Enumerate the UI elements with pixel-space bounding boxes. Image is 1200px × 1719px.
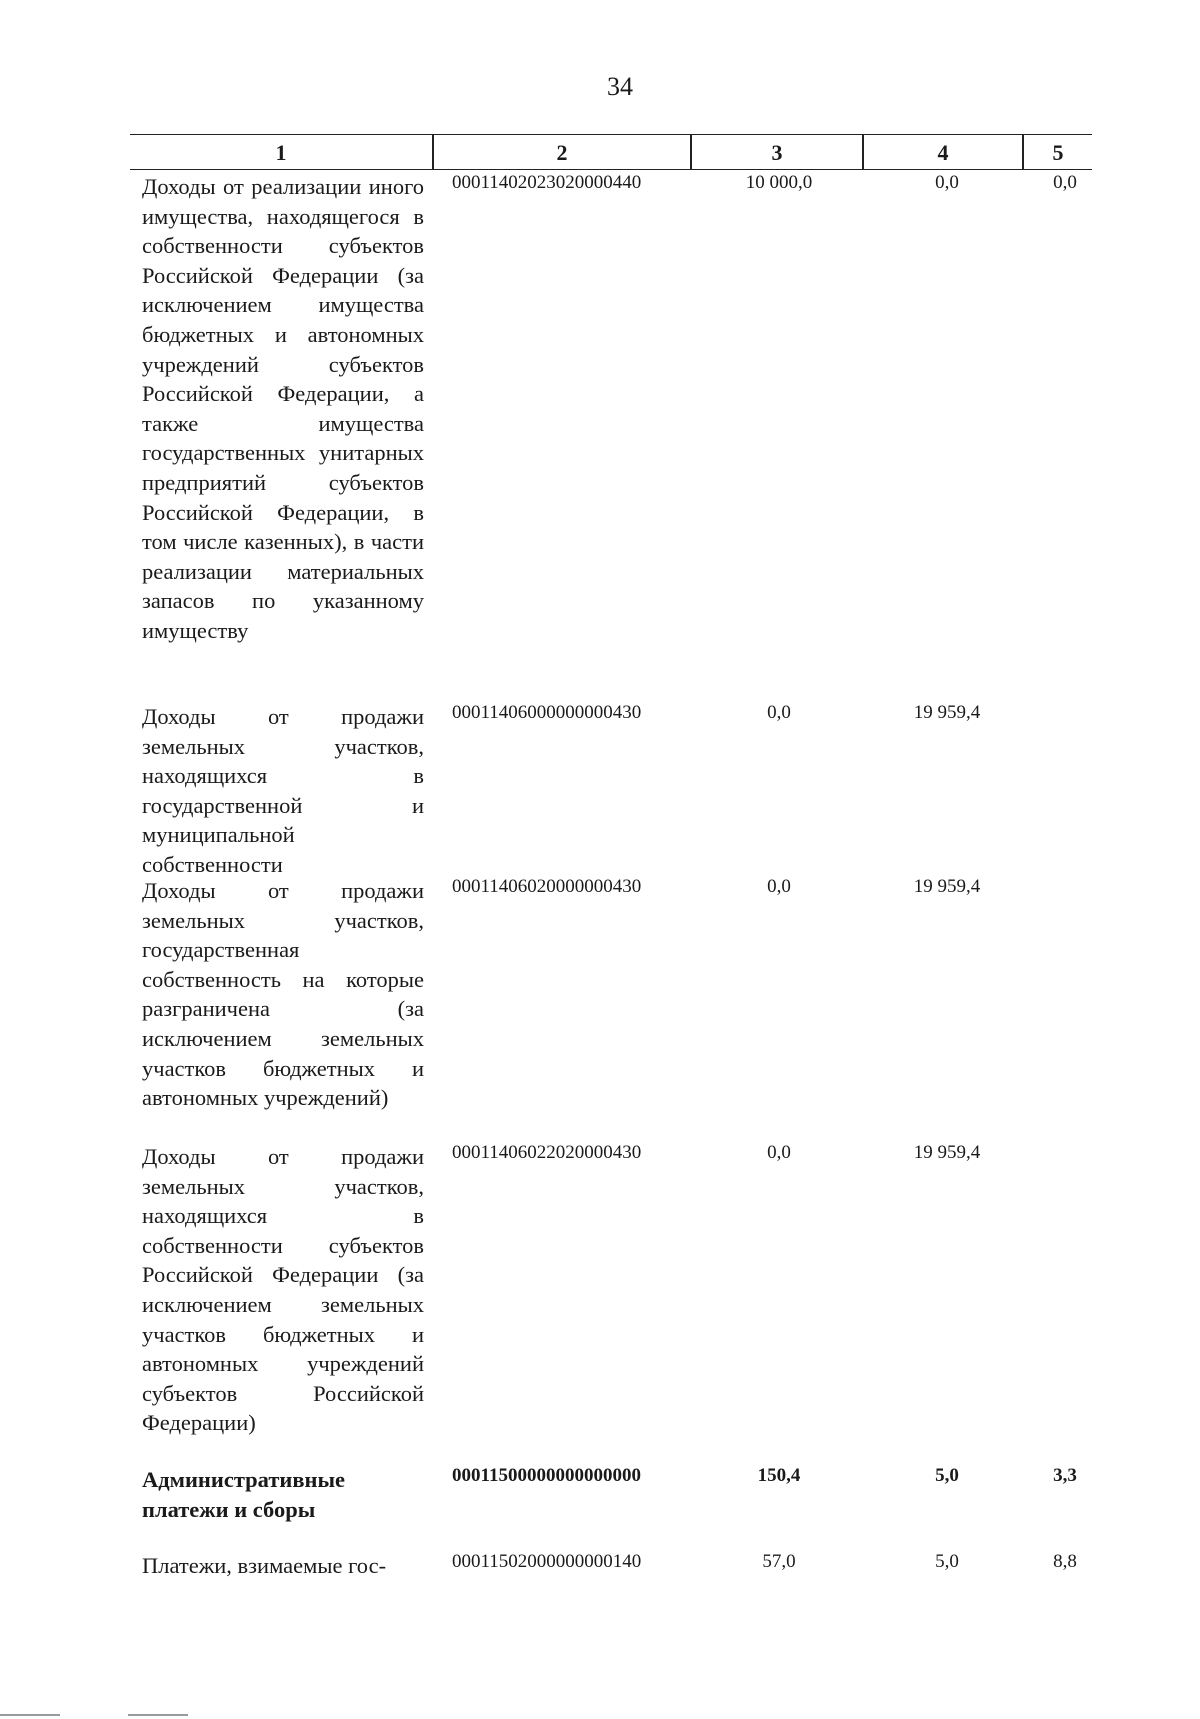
row-name: Доходы от продажи земельных участков, государственная собственность на которые разграничена (за исключением земельных участков бюджетных и автономных учреждений) <box>142 878 424 1111</box>
header-col-1: 1 <box>275 140 287 165</box>
row-code: 00011402023020000440 <box>452 172 642 193</box>
row-col4: 0,0 <box>935 172 959 193</box>
header-col-4: 4 <box>937 140 949 165</box>
row-col4: 19 959,4 <box>913 876 981 897</box>
row-code: 00011502000000000140 <box>452 1551 642 1572</box>
row-col3: 57,0 <box>762 1551 796 1572</box>
row-col4: 5,0 <box>935 1465 959 1486</box>
row-col5: 0,0 <box>1053 172 1077 193</box>
table-header <box>130 134 1092 170</box>
row-code: 00011406020000000430 <box>452 876 642 897</box>
header-col-3: 3 <box>771 140 783 165</box>
row-name: Платежи, взимаемые гос- <box>142 1553 387 1578</box>
row-name: Доходы от реализации иного имущества, находящегося в собственности субъектов Российской Федерации (за исключением имущества бюджетных и автономных учреждений субъектов Российской Федерации, а также имущества государственных унитарных предприятий субъектов Российской Федерации, в том числе казенных), в части реализации материальных запасов по указанному имуществу <box>142 174 424 643</box>
row-name: Доходы от продажи земельных участков, находящихся в государственной и муниципальной собственности <box>142 704 424 877</box>
row-col5: 8,8 <box>1053 1551 1077 1572</box>
row-name: Административные платежи и сборы <box>142 1467 346 1522</box>
row-col4: 19 959,4 <box>913 1142 981 1163</box>
header-col-2: 2 <box>556 140 568 165</box>
page-number: 34 <box>607 72 633 101</box>
scan-artifact <box>128 1714 188 1716</box>
row-col3: 0,0 <box>767 702 791 723</box>
row-name: Доходы от продажи земельных участков, находящихся в собственности субъектов Российской Федерации (за исключением земельных участков бюджетных и автономных учреждений субъектов Российской Федерации) <box>142 1144 424 1436</box>
row-code: 00011406000000000430 <box>452 702 642 723</box>
row-col3: 150,4 <box>757 1465 801 1486</box>
row-col5: 3,3 <box>1053 1465 1077 1486</box>
row-col4: 19 959,4 <box>913 702 981 723</box>
header-col-5: 5 <box>1052 140 1064 165</box>
row-code: 00011500000000000000 <box>452 1465 641 1486</box>
row-col3: 0,0 <box>767 1142 791 1163</box>
row-col3: 10 000,0 <box>745 172 813 193</box>
row-col3: 0,0 <box>767 876 791 897</box>
scan-artifact <box>0 1714 60 1716</box>
row-code: 00011406022020000430 <box>452 1142 642 1163</box>
row-col4: 5,0 <box>935 1551 959 1572</box>
